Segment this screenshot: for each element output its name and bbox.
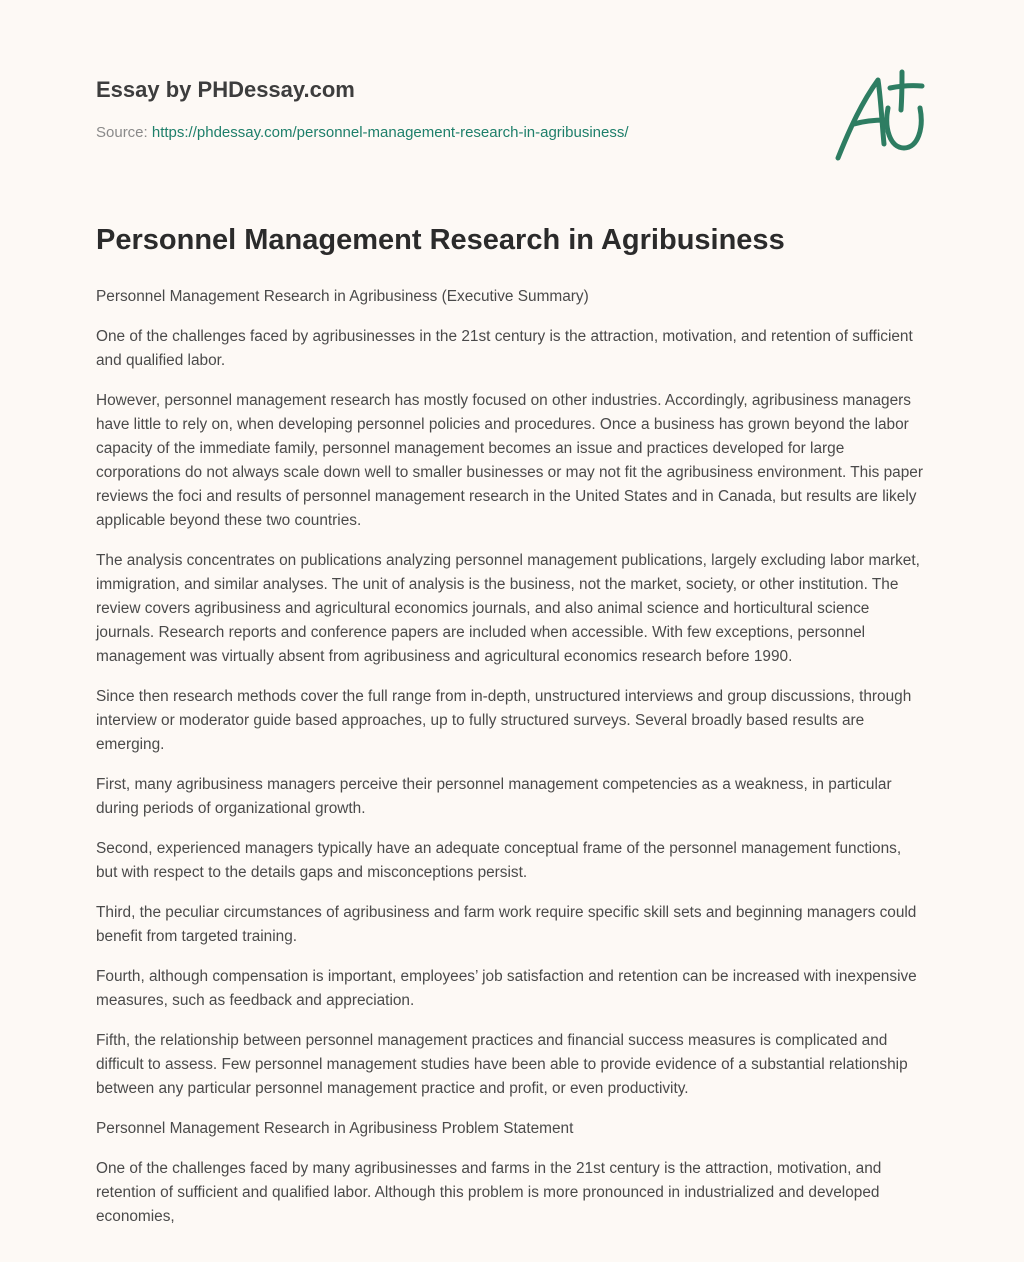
paragraph: Second, experienced managers typically have an adequate conceptual frame of the personnel management functions, but with respect to the details gaps and misconceptions persist. <box>96 840 902 881</box>
paragraph: Personnel Management Research in Agribusiness (Executive Summary) <box>96 288 589 305</box>
paragraph: One of the challenges faced by agribusinesses in the 21st century is the attraction, motivation, and retention of sufficient and qualified labor. <box>96 328 913 369</box>
paragraph: One of the challenges faced by many agribusinesses and farms in the 21st century is the attraction, motivation, and retention of sufficient and qualified labor. Although this problem is more pronounced in industrialized and developed economies, <box>96 1160 882 1225</box>
section-heading: Personnel Management Research in Agribusiness Problem Statement <box>96 1120 574 1137</box>
paragraph: Fourth, although compensation is important, employees’ job satisfaction and retention can be increased with inexpensive measures, such as feedback and appreciation. <box>96 968 917 1009</box>
source-line <box>96 124 629 141</box>
paragraph: First, many agribusiness managers perceive their personnel management competencies as a weakness, in particular during periods of organizational growth. <box>96 776 892 817</box>
paragraph: The analysis concentrates on publications analyzing personnel management publications, largely excluding labor market, immigration, and similar analyses. The unit of analysis is the business, not the market, society, or other institution. The review covers agribusiness and agricultural economics journals, and also animal science and horticultural science journals. Research reports and conference papers are included when accessible. With few exceptions, personnel management was virtually absent from agribusiness and agricultural economics research before 1990. <box>96 552 920 665</box>
essay-body <box>96 285 924 1245</box>
paragraph: Third, the peculiar circumstances of agribusiness and farm work require specific skill sets and beginning managers could benefit from targeted training. <box>96 904 917 945</box>
essay-title: Personnel Management Research in Agribusiness <box>96 224 785 256</box>
paragraph: However, personnel management research has mostly focused on other industries. Accordingly, agribusiness managers have little to rely on, when developing personnel policies and procedures. Once a business has grown beyond the labor capacity of the immediate family, personnel management becomes an issue and practices developed for large corporations do not always scale down well to smaller businesses or may not fit the agribusiness environment. This paper reviews the foci and results of personnel management research in the United States and in Canada, but results are likely applicable beyond these two countries. <box>96 392 923 529</box>
brand-title: Essay by PHDessay.com <box>96 77 355 102</box>
paragraph: Fifth, the relationship between personnel management practices and financial success measures is complicated and difficult to assess. Few personnel management studies have been able to provide evidence of a substantial relationship between any particular personnel management practice and profit, or even productivity. <box>96 1032 908 1097</box>
page-header <box>96 0 928 200</box>
a-plus-logo-icon <box>828 66 932 166</box>
paragraph: Since then research methods cover the full range from in-depth, unstructured interviews and group discussions, through interview or moderator guide based approaches, up to fully structured surveys. Several broadly based results are emerging. <box>96 688 912 753</box>
source-link[interactable]: https://phdessay.com/personnel-management-research-in-agribusiness/ <box>151 124 629 141</box>
source-label: Source: <box>96 124 152 141</box>
